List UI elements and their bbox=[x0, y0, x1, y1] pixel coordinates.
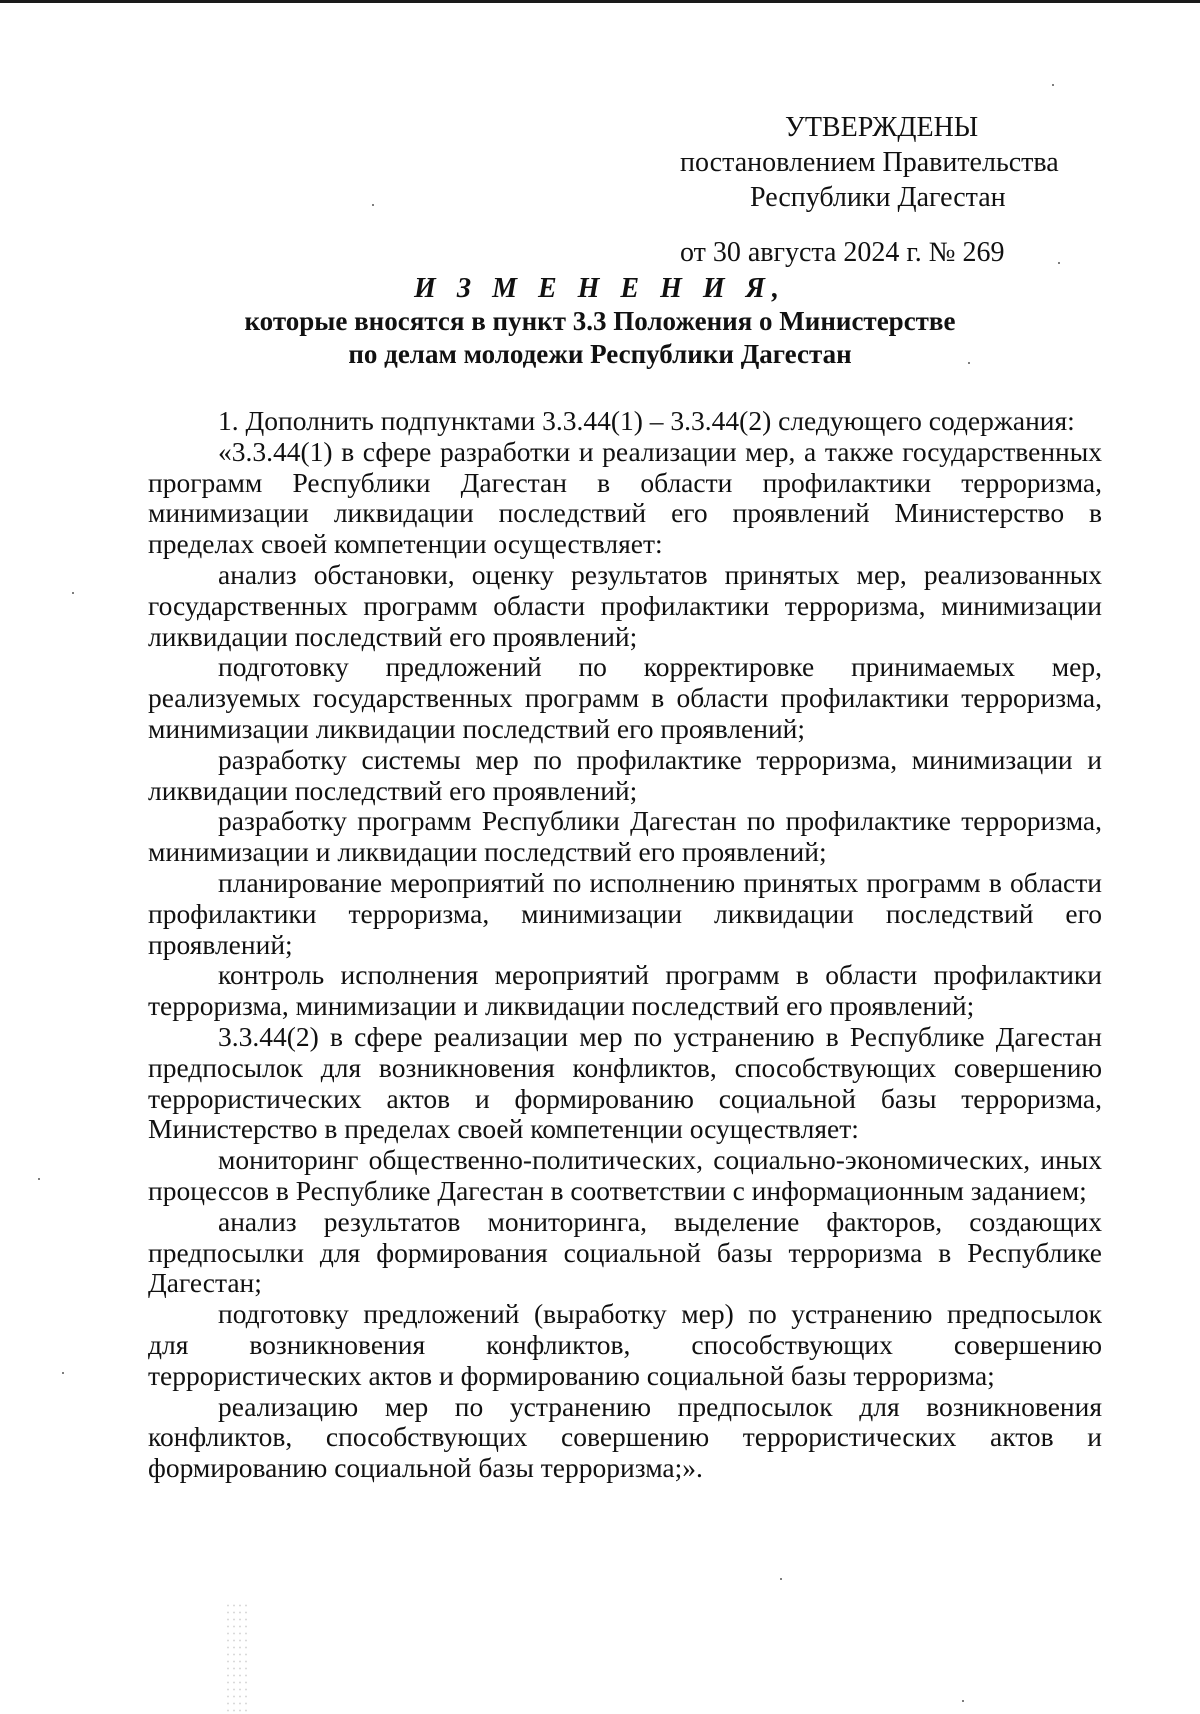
paragraph: планирование мероприятий по исполнению принятых программ в области профилактики терроризма, минимизации ликвидации последствий его проявлений; bbox=[148, 866, 1102, 960]
paragraph: реализацию мер по устранению предпосылок для возникновения конфликтов, способствующих совершению террористических актов и формированию социальной базы терроризма;». bbox=[148, 1390, 1102, 1484]
heading-subtitle-line2: по делам молодежи Республики Дагестан bbox=[348, 339, 852, 369]
document-body bbox=[148, 406, 1102, 1484]
scan-noise bbox=[225, 1602, 247, 1712]
approved-region-line: Республики Дагестан bbox=[750, 182, 1006, 213]
scan-speck bbox=[62, 1372, 64, 1374]
paragraph: 1. Дополнить подпунктами 3.3.44(1) – 3.3.44(2) следующего содержания: bbox=[218, 405, 1075, 436]
paragraph: анализ обстановки, оценку результатов принятых мер, реализованных государственных программ области профилактики терроризма, минимизации ликвидации последствий его проявлений; bbox=[148, 558, 1102, 652]
scan-speck bbox=[372, 204, 374, 206]
scan-speck bbox=[1052, 84, 1054, 86]
paragraph: контроль исполнения мероприятий программ в области профилактики терроризма, минимизации и ликвидации последствий его проявлений; bbox=[148, 959, 1102, 1022]
approved-by-line: постановлением Правительства bbox=[680, 147, 1059, 178]
paragraph: подготовку предложений по корректировке принимаемых мер, реализуемых государственных программ в области профилактики терроризма, минимизации ликвидации последствий его проявлений; bbox=[148, 651, 1102, 744]
paragraph: разработку программ Республики Дагестан по профилактике терроризма, минимизации и ликвидации последствий его проявлений; bbox=[148, 805, 1102, 868]
paragraph: 3.3.44(2) в сфере реализации мер по устранению в Республике Дагестан предпосылок для возникновения конфликтов, способствующих совершению террористических актов и формированию социальной базы терроризма, Министерство в пределах своей компетенции осуществляет: bbox=[148, 1020, 1102, 1145]
scan-speck bbox=[72, 592, 74, 594]
paragraph: анализ результатов мониторинга, выделение факторов, создающих предпосылки для формирования социальной базы терроризма в Республике Дагестан; bbox=[148, 1205, 1102, 1299]
scan-speck bbox=[38, 1178, 40, 1180]
paragraph: «3.3.44(1) в сфере разработки и реализации мер, а также государственных программ Республики Дагестан в области профилактики терроризма, минимизации ликвидации последствий его проявлений Министерство в пределах своей компетенции осуществляет: bbox=[148, 435, 1102, 560]
heading-title: И З М Е Н Е Н И Я, bbox=[414, 273, 786, 304]
scan-speck bbox=[962, 1700, 964, 1702]
approved-title: УТВЕРЖДЕНЫ bbox=[785, 112, 979, 143]
document-heading bbox=[150, 272, 1050, 371]
approval-stamp-block bbox=[680, 110, 1100, 270]
paragraph: разработку системы мер по профилактике терроризма, минимизации и ликвидации последствий его проявлений; bbox=[148, 743, 1102, 806]
scan-speck bbox=[1058, 262, 1060, 264]
approved-date: от 30 августа 2024 г. № 269 bbox=[680, 237, 1005, 268]
paragraph: подготовку предложений (выработку мер) по устранению предпосылок для возникновения конфликтов, способствующих совершению террористических актов и формированию социальной базы терроризма; bbox=[148, 1298, 1102, 1391]
scan-top-edge bbox=[0, 0, 1200, 3]
paragraph: мониторинг общественно-политических, социально-экономических, иных процессов в Республике Дагестан в соответствии с информационным заданием; bbox=[148, 1144, 1102, 1206]
scan-speck bbox=[968, 362, 970, 364]
heading-subtitle-line1: которые вносятся в пункт 3.3 Положения о Министерстве bbox=[244, 306, 956, 336]
scan-speck bbox=[780, 1578, 782, 1580]
